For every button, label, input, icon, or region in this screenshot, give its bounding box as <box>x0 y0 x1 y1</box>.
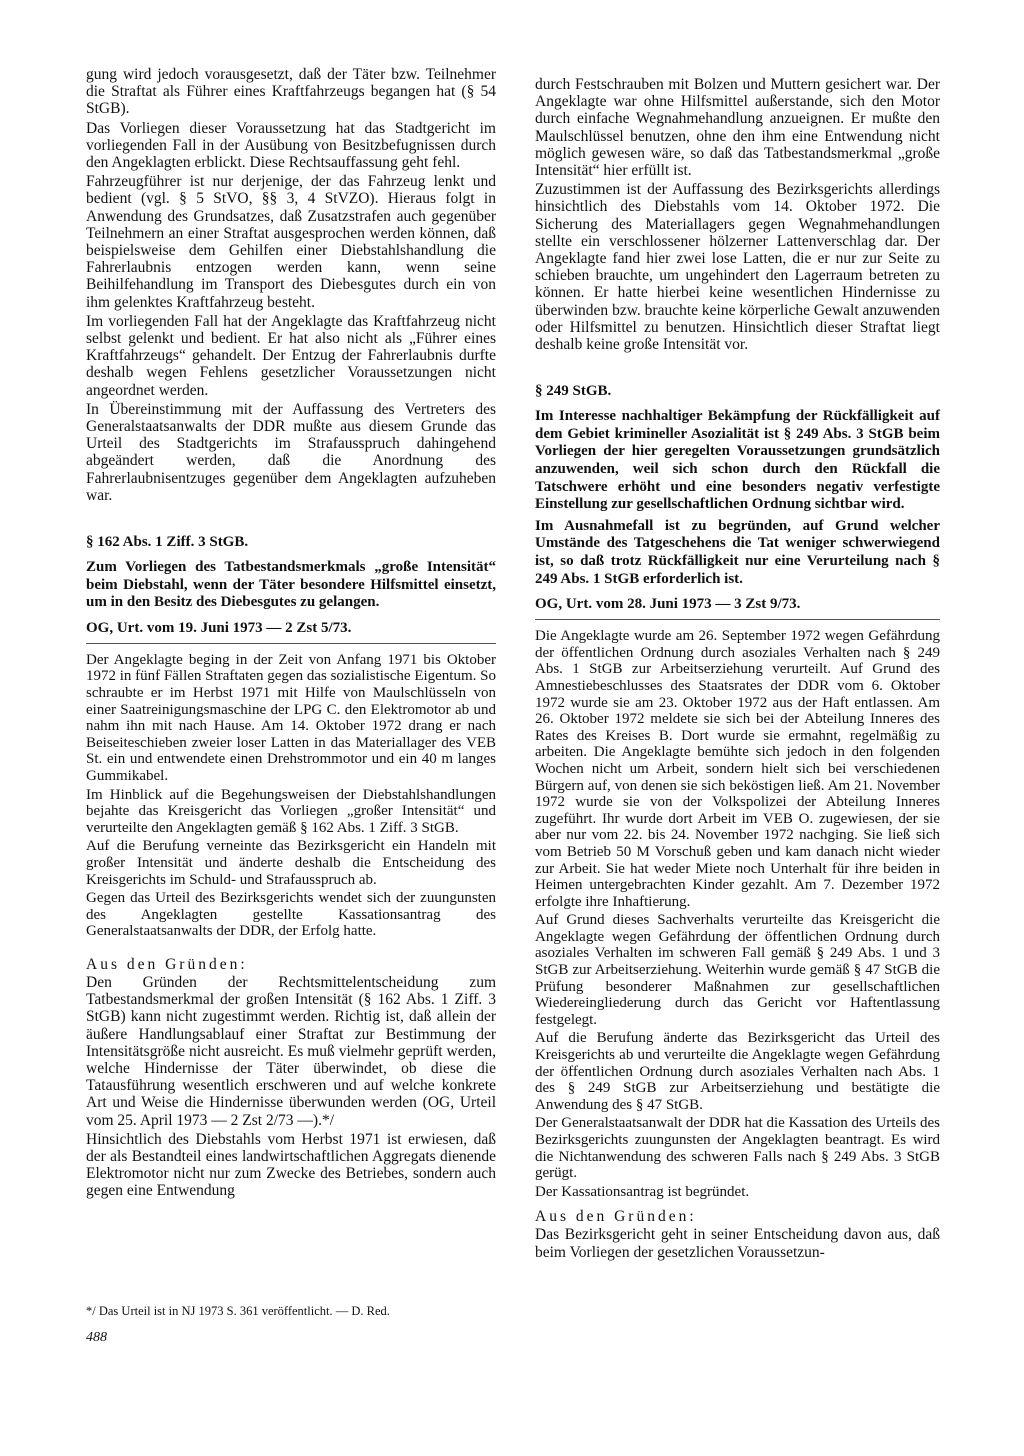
court-citation: OG, Urt. vom 28. Juni 1973 — 3 Zst 9/73. <box>535 596 801 613</box>
headnote: Im Interesse nachhaltiger Bekämpfung der Rückfälligkeit auf dem Gebiet krimineller Asozialität ist § 249 Abs. 3 StGB beim Vorliegen der hier geregelten Voraussetzungen grundsätzlich anzuwenden, weil sich schon durch den Rückfall die Tatschwere erhöht und eine besonders negativ verfestigte Einstellung zur gesellschaftlichen Ordnung sichtbar wird. <box>535 408 940 513</box>
paragraph: Fahrzeugführer ist nur derjenige, der das Fahrzeug lenkt und bedient (vgl. § 5 StVO, §§ 3, 4 StVZO). Hieraus folgt in Anwendung des Grundsatzes, daß Zusatzstrafen auch gegenüber Teilnehmern an einer Straftat ausgesprochen werden können, daß beispielsweise dem Gehilfen einer Diebstahlshandlung die Fahrerlaubnis entzogen werden kann, wenn seine Beihilfehandlung im Transport des Diebesgutes durch ein von ihm gelenktes Kraftfahrzeug besteht. <box>86 173 496 311</box>
section-heading: § 249 StGB. <box>535 383 612 400</box>
footnote: */ Das Urteil ist in NJ 1973 S. 361 veröffentlicht. — D. Red. <box>86 1304 390 1318</box>
paragraph: Auf die Berufung änderte das Bezirksgericht das Urteil des Kreisgerichts ab und verurteilte die Angeklagte wegen Gefährdung der öffentlichen Ordnung durch asoziales Verhalten nach Abs. 1 des § 249 StGB zur Arbeitserziehung und bestätigte die Anwendung des § 47 StGB. <box>535 1030 940 1113</box>
divider <box>535 619 940 620</box>
reasons-heading: Aus den Gründen: <box>535 1208 697 1226</box>
paragraph: Den Gründen der Rechtsmittelentscheidung zum Tatbestandsmerkmal der großen Intensität (§ 162 Abs. 1 Ziff. 3 StGB) kann nicht zugestimmt werden. Richtig ist, daß allein der äußere Handlungsablauf einer Straftat zur Bestimmung der Intensitätsgröße nicht ausreicht. Es muß vielmehr geprüft werden, welche Hindernisse der Täter überwindet, ob diese die Tatausführung wesentlich erschweren und auf welche konkrete Art und Weise die Hindernisse überwunden werden (OG, Urteil vom 25. April 1973 — 2 Zst 2/73 —).*/ <box>86 973 496 1129</box>
headnote: Im Ausnahmefall ist zu begründen, auf Grund welcher Umstände des Tatgeschehens die Tat weniger schwerwiegend ist, so daß trotz Rückfälligkeit nur eine Verurteilung nach § 249 Abs. 1 StGB erforderlich ist. <box>535 517 940 587</box>
paragraph: Der Kassationsantrag ist begründet. <box>535 1183 750 1200</box>
paragraph: Der Angeklagte beging in der Zeit von Anfang 1971 bis Oktober 1972 in fünf Fällen Straftaten gegen das sozialistische Eigentum. So schraubte er im Herbst 1971 mit Hilfe von Maulschlüsseln von einer Saatreinigungsmaschine der LPG C. den Elektromotor ab und nahm ihn mit nach Hause. Am 14. Oktober 1972 drang er nach Beiseiteschieben zweier loser Latten in das Materiallager des VEB St. ein und entwendete einen Drehstrommotor und ein 40 m langes Gummikabel. <box>86 651 496 785</box>
paragraph: Zuzustimmen ist der Auffassung des Bezirksgerichts allerdings hinsichtlich des Diebstahls vom 14. Oktober 1972. Die Sicherung des Materiallagers gegen Wegnahmehandlungen stellte ein verschlossener hölzerner Lattenverschlag dar. Der Angeklagte fand hier zwei lose Latten, die er nur zur Seite zu schieben brauchte, um ungehindert den Lagerraum betreten zu können. Er hatte hierbei keine wesentlichen Hindernisse zu überwinden bzw. brauchte keine körperliche Gewalt anzuwenden oder Hilfsmittel zu benutzen. Hinsichtlich dieser Straftat liegt deshalb keine große Intensität vor. <box>535 181 940 354</box>
paragraph: Die Angeklagte wurde am 26. September 1972 wegen Gefährdung der öffentlichen Ordnung durch asoziales Verhalten nach § 249 Abs. 1 StGB zur Arbeitserziehung verurteilt. Auf Grund des Amnestiebeschlusses des Staatsrates der DDR vom 6. Oktober 1972 wurde sie am 23. Oktober 1972 aus der Haft entlassen. Am 26. Oktober 1972 meldete sie sich bei der Abteilung Inneres des Rates des Kreises B. Dort wurde sie ermahnt, regelmäßig zu arbeiten. Die Angeklagte bemühte sich jedoch in den folgenden Wochen nicht um Arbeit, sondern hielt sich bei verschiedenen Bürgern auf, von denen sie sich beköstigen ließ. Am 21. November 1972 wurde sie von der Volkspolizei der Abteilung Inneres zugeführt. Ihr wurde dort Arbeit im VEB O. zugewiesen, der sie aber nur vom 22. bis 24. November 1972 nachging. Sie ließ sich vom Betrieb 50 M Vorschuß geben und kam danach nicht wieder zur Arbeit. Sie hat weder Miete noch Unterhalt für ihre beiden in Heimen untergebrachten Kinder gezahlt. Am 7. Dezember 1972 erfolgte ihre Inhaftierung. <box>535 628 940 910</box>
paragraph: Hinsichtlich des Diebstahls vom Herbst 1971 ist erwiesen, daß der als Bestandteil eines landwirtschaftlichen Aggregats dienende Elektromotor nicht nur zum Zwecke des Betriebes, sondern auch gegen eine Entwendung <box>86 1130 496 1200</box>
section-heading: § 162 Abs. 1 Ziff. 3 StGB. <box>86 534 249 551</box>
paragraph: In Übereinstimmung mit der Auffassung des Vertreters des Generalstaatsanwalts der DDR mußte aus diesem Grunde das Urteil des Stadtgerichts im Strafausspruch dahingehend abgeändert werden, daß die Anordnung des Fahrerlaubnisentzuges gegenüber dem Angeklagten aufzuheben war. <box>86 400 496 504</box>
paragraph: Im Hinblick auf die Begehungsweisen der Diebstahlshandlungen bejahte das Kreisgericht das Vorliegen „großer Intensität“ und verurteilte den Angeklagten gemäß § 162 Abs. 1 Ziff. 3 StGB. <box>86 786 496 836</box>
paragraph: Das Vorliegen dieser Voraussetzung hat das Stadtgericht im vorliegenden Fall in der Ausübung von Besitzbefugnissen durch den Angeklagten erblickt. Diese Rechtsauffassung geht fehl. <box>86 119 496 172</box>
paragraph: gung wird jedoch vorausgesetzt, daß der Täter bzw. Teilnehmer die Straftat als Führer eines Kraftfahrzeugs begangen hat (§ 54 StGB). <box>86 66 496 118</box>
divider <box>86 643 496 644</box>
paragraph: Das Bezirksgericht geht in seiner Entscheidung davon aus, daß beim Vorliegen der gesetzlichen Voraussetzun- <box>535 1226 940 1261</box>
page-number: 488 <box>86 1330 107 1345</box>
paragraph: Im vorliegenden Fall hat der Angeklagte das Kraftfahrzeug nicht selbst gelenkt und bedient. Er hat also nicht als „Führer eines Kraftfahrzeugs“ gehandelt. Der Entzug der Fahrerlaubnis durfte deshalb wegen Fehlens gesetzlicher Voraussetzungen nicht angeordnet werden. <box>86 312 496 399</box>
paragraph: durch Festschrauben mit Bolzen und Muttern gesichert war. Der Angeklagte war ohne Hilfsmittel außerstande, sich den Motor durch einfache Wegnahmehandlung anzueignen. Er mußte den Maulschlüssel benutzen, ohne den ihm eine Entwendung nicht möglich gewesen wäre, so daß das Tatbestandsmerkmal „große Intensität“ hier erfüllt ist. <box>535 76 940 180</box>
court-citation: OG, Urt. vom 19. Juni 1973 — 2 Zst 5/73. <box>86 619 352 636</box>
paragraph: Gegen das Urteil des Bezirksgerichts wendet sich der zuungunsten des Angeklagten gestellte Kassationsantrag des Generalstaatsanwalts der DDR, der Erfolg hatte. <box>86 890 496 940</box>
headnote: Zum Vorliegen des Tatbestandsmerkmals „große Intensität“ beim Diebstahl, wenn der Täter besondere Hilfsmittel einsetzt, um in den Besitz des Diebesgutes zu gelangen. <box>86 559 496 611</box>
reasons-heading: Aus den Gründen: <box>86 955 248 973</box>
paragraph: Auf Grund dieses Sachverhalts verurteilte das Kreisgericht die Angeklagte wegen Gefährdung der öffentlichen Ordnung durch asoziales Verhalten im schweren Fall gemäß § 249 Abs. 1 und 3 StGB zur Arbeitserziehung. Weiterhin wurde gemäß § 47 StGB die Prüfung besonderer Maßnahmen zur gesellschaftlichen Wiedereingliederung durch das Gericht vor Haftentlassung festgelegt. <box>535 912 940 1028</box>
left-column <box>86 66 496 1200</box>
paragraph: Der Generalstaatsanwalt der DDR hat die Kassation des Urteils des Bezirksgerichts zuungunsten der Angeklagten beantragt. Es wird die Nichtanwendung des schweren Falls nach § 249 Abs. 3 StGB gerügt. <box>535 1115 940 1182</box>
right-column <box>535 76 940 1261</box>
paragraph: Auf die Berufung verneinte das Bezirksgericht ein Handeln mit großer Intensität und änderte deshalb die Entscheidung des Kreisgerichts im Schuld- und Strafausspruch ab. <box>86 838 496 888</box>
